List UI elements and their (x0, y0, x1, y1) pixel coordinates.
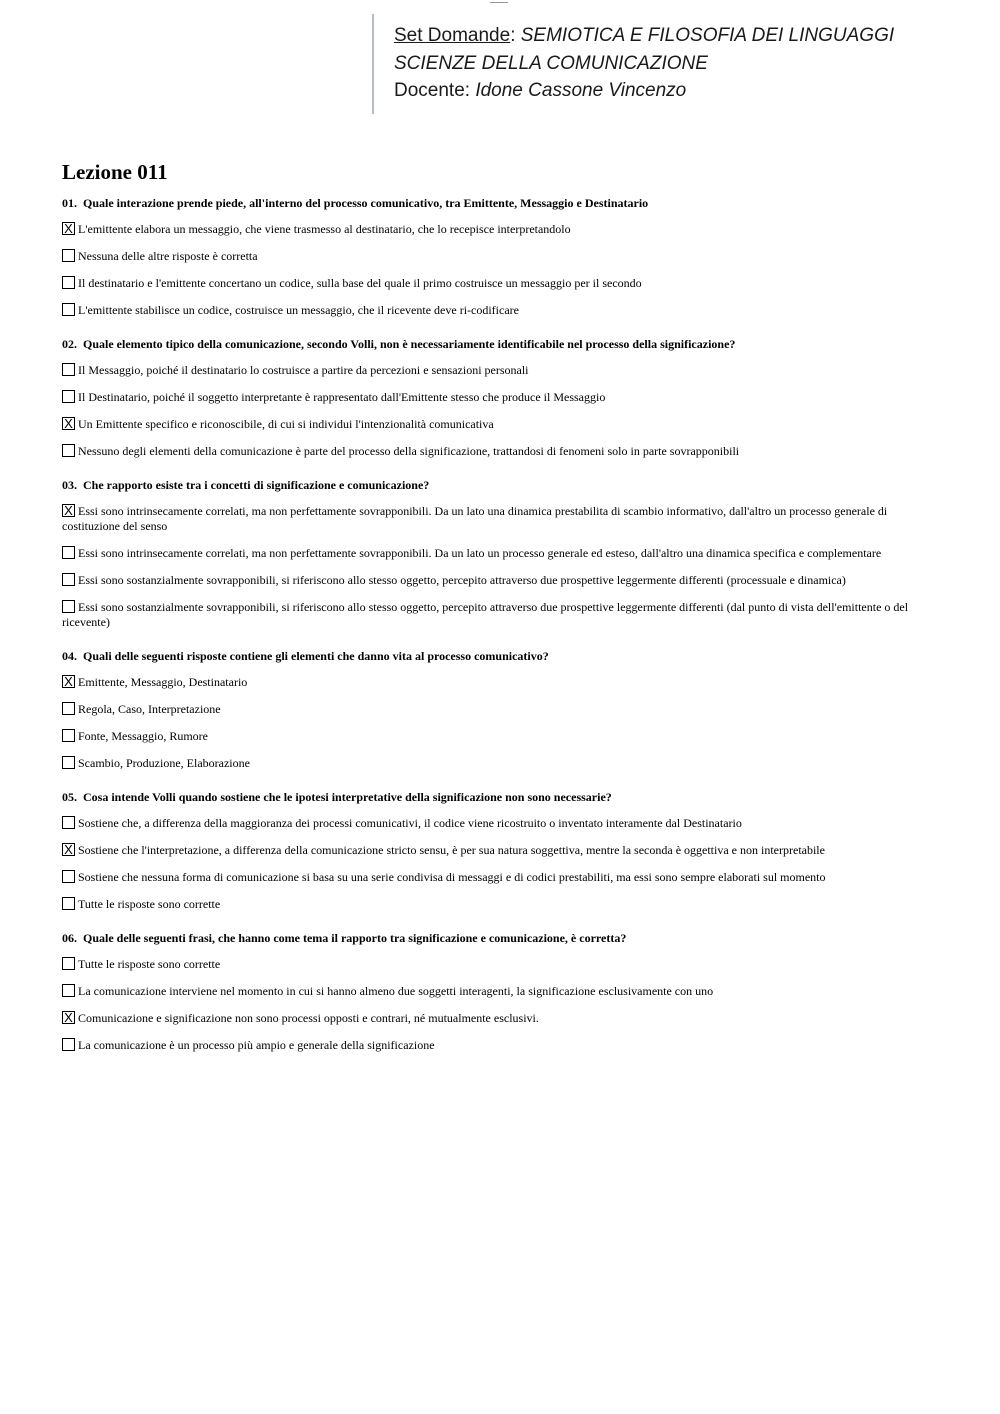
empty-checkbox[interactable] (62, 249, 75, 262)
answer-option[interactable] (62, 249, 928, 264)
question-4 (62, 648, 928, 771)
empty-checkbox[interactable] (62, 276, 75, 289)
answer-text: Il destinatario e l'emittente concertano un codice, sulla base del quale il primo costruisce un messaggio per il secondo (78, 276, 642, 290)
question-prompt: Quale elemento tipico della comunicazione, secondo Volli, non è necessariamente identificabile nel processo della significazione? (83, 337, 736, 351)
answer-option[interactable] (62, 957, 928, 972)
answer-text: Scambio, Produzione, Elaborazione (78, 756, 250, 770)
empty-checkbox[interactable] (62, 756, 75, 769)
empty-checkbox[interactable] (62, 729, 75, 742)
answer-option[interactable] (62, 546, 928, 561)
document-header (372, 14, 894, 114)
answer-option[interactable] (62, 276, 928, 291)
empty-checkbox[interactable] (62, 702, 75, 715)
answer-option[interactable] (62, 984, 928, 999)
question-number: 01. (62, 196, 77, 210)
empty-checkbox[interactable] (62, 363, 75, 376)
question-text (62, 336, 928, 352)
teacher-line (394, 77, 894, 105)
answer-text: Sostiene che, a differenza della maggioranza dei processi comunicativi, il codice viene ricostruito o inventato interamente dal Destinatario (78, 816, 742, 830)
question-text (62, 195, 928, 211)
answer-option[interactable] (62, 702, 928, 717)
question-text (62, 930, 928, 946)
answer-text: Il Destinatario, poiché il soggetto interpretante è rappresentato dall'Emittente stesso che produce il Messaggio (78, 390, 606, 404)
question-text (62, 789, 928, 805)
answer-text: Il Messaggio, poiché il destinatario lo costruisce a partire da percezioni e sensazioni personali (78, 363, 529, 377)
answer-option[interactable] (62, 222, 928, 237)
question-number: 06. (62, 931, 77, 945)
answer-option[interactable] (62, 675, 928, 690)
empty-checkbox[interactable] (62, 303, 75, 316)
answer-option[interactable] (62, 843, 928, 858)
checked-checkbox[interactable]: X (62, 843, 75, 856)
answer-text: Sostiene che nessuna forma di comunicazione si basa su una serie condivisa di messaggi e di codici prestabiliti, ma essi sono sempre elaborati sul momento (78, 870, 826, 884)
answer-option[interactable] (62, 1011, 928, 1026)
empty-checkbox[interactable] (62, 546, 75, 559)
answer-text: Tutte le risposte sono corrette (78, 897, 221, 911)
course-subtitle: SCIENZE DELLA COMUNICAZIONE (394, 52, 708, 74)
answer-option[interactable] (62, 390, 928, 405)
answer-text: Nessuna delle altre risposte è corretta (78, 249, 258, 263)
answer-option[interactable] (62, 504, 928, 534)
checked-checkbox[interactable]: X (62, 675, 75, 688)
answer-option[interactable] (62, 897, 928, 912)
question-list (62, 195, 928, 1053)
course-title: SEMIOTICA E FILOSOFIA DEI LINGUAGGI (520, 25, 895, 46)
answer-text: Emittente, Messaggio, Destinatario (78, 675, 248, 689)
checked-checkbox[interactable]: X (62, 504, 75, 517)
answer-option[interactable] (62, 816, 928, 831)
answer-text: Essi sono sostanzialmente sovrapponibili, si riferiscono allo stesso oggetto, percepito attraverso due prospettive leggermente differenti (processuale e dinamica) (78, 573, 846, 587)
empty-checkbox[interactable] (62, 1038, 75, 1051)
question-prompt: Quale interazione prende piede, all'interno del processo comunicativo, tra Emittente, Messaggio e Destinatario (83, 196, 649, 210)
quiz-content (62, 160, 928, 1071)
empty-checkbox[interactable] (62, 816, 75, 829)
answer-option[interactable] (62, 600, 928, 630)
answer-text: L'emittente stabilisce un codice, costruisce un messaggio, che il ricevente deve ri-codificare (78, 303, 519, 317)
set-colon: : (510, 25, 516, 46)
answer-option[interactable] (62, 729, 928, 744)
question-number: 02. (62, 337, 77, 351)
answer-text: Essi sono intrinsecamente correlati, ma non perfettamente sovrapponibili. Da un lato una dinamica prestabilita di scambio informativo, dall'altro un processo generale di costituzione del senso (62, 504, 888, 533)
question-2 (62, 336, 928, 459)
question-prompt: Che rapporto esiste tra i concetti di significazione e comunicazione? (83, 478, 430, 492)
answer-option[interactable] (62, 303, 928, 318)
lesson-title: Lezione 011 (62, 160, 168, 184)
course-line (394, 22, 894, 50)
empty-checkbox[interactable] (62, 984, 75, 997)
empty-checkbox[interactable] (62, 573, 75, 586)
answer-option[interactable] (62, 444, 928, 459)
answer-text: Nessuno degli elementi della comunicazione è parte del processo della significazione, trattandosi di fenomeni solo in parte sovrapponibili (78, 444, 740, 458)
question-number: 05. (62, 790, 77, 804)
empty-checkbox[interactable] (62, 870, 75, 883)
answer-text: Fonte, Messaggio, Rumore (78, 729, 208, 743)
question-6 (62, 930, 928, 1053)
answer-option[interactable] (62, 363, 928, 378)
question-number: 04. (62, 649, 77, 663)
question-number: 03. (62, 478, 77, 492)
question-text (62, 477, 928, 493)
empty-checkbox[interactable] (62, 957, 75, 970)
answer-text: La comunicazione è un processo più ampio e generale della significazione (78, 1038, 435, 1052)
answer-option[interactable] (62, 417, 928, 432)
answer-text: Comunicazione e significazione non sono processi opposti e contrari, né mutualmente esclusivi. (78, 1011, 539, 1025)
answer-option[interactable] (62, 870, 928, 885)
checked-checkbox[interactable]: X (62, 1011, 75, 1024)
checked-checkbox[interactable]: X (62, 417, 75, 430)
question-prompt: Quali delle seguenti risposte contiene gli elementi che danno vita al processo comunicativo? (83, 649, 549, 663)
answer-option[interactable] (62, 573, 928, 588)
answer-text: Un Emittente specifico e riconoscibile, di cui si individui l'intenzionalità comunicativa (78, 417, 494, 431)
empty-checkbox[interactable] (62, 897, 75, 910)
question-1 (62, 195, 928, 318)
empty-checkbox[interactable] (62, 600, 75, 613)
top-mark (490, 2, 508, 3)
teacher-name: Idone Cassone Vincenzo (475, 80, 687, 101)
answer-option[interactable] (62, 756, 928, 771)
answer-text: L'emittente elabora un messaggio, che viene trasmesso al destinatario, che lo recepisce interpretandolo (78, 222, 571, 236)
checked-checkbox[interactable]: X (62, 222, 75, 235)
answer-text: La comunicazione interviene nel momento in cui si hanno almeno due soggetti interagenti, la significazione esclusivamente con uno (78, 984, 714, 998)
question-prompt: Cosa intende Volli quando sostiene che le ipotesi interpretative della significazione non sono necessarie? (83, 790, 612, 804)
answer-text: Regola, Caso, Interpretazione (78, 702, 221, 716)
empty-checkbox[interactable] (62, 444, 75, 457)
question-5 (62, 789, 928, 912)
set-label: Set Domande (394, 25, 511, 46)
answer-option[interactable] (62, 1038, 928, 1053)
teacher-label: Docente: (394, 80, 471, 101)
answer-text: Essi sono sostanzialmente sovrapponibili, si riferiscono allo stesso oggetto, percepito attraverso due prospettive leggermente differenti (dal punto di vista dell'emittente o del ricevente) (62, 600, 909, 629)
question-prompt: Quale delle seguenti frasi, che hanno come tema il rapporto tra significazione e comunicazione, è corretta? (83, 931, 627, 945)
answer-text: Essi sono intrinsecamente correlati, ma non perfettamente sovrapponibili. Da un lato un processo generale ed esteso, dall'altro una dinamica specifica e complementare (78, 546, 882, 560)
answer-text: Sostiene che l'interpretazione, a differenza della comunicazione stricto sensu, è per sua natura soggettiva, mentre la seconda è oggettiva e non interpretabile (78, 843, 825, 857)
answer-text: Tutte le risposte sono corrette (78, 957, 221, 971)
question-text (62, 648, 928, 664)
empty-checkbox[interactable] (62, 390, 75, 403)
question-3 (62, 477, 928, 630)
